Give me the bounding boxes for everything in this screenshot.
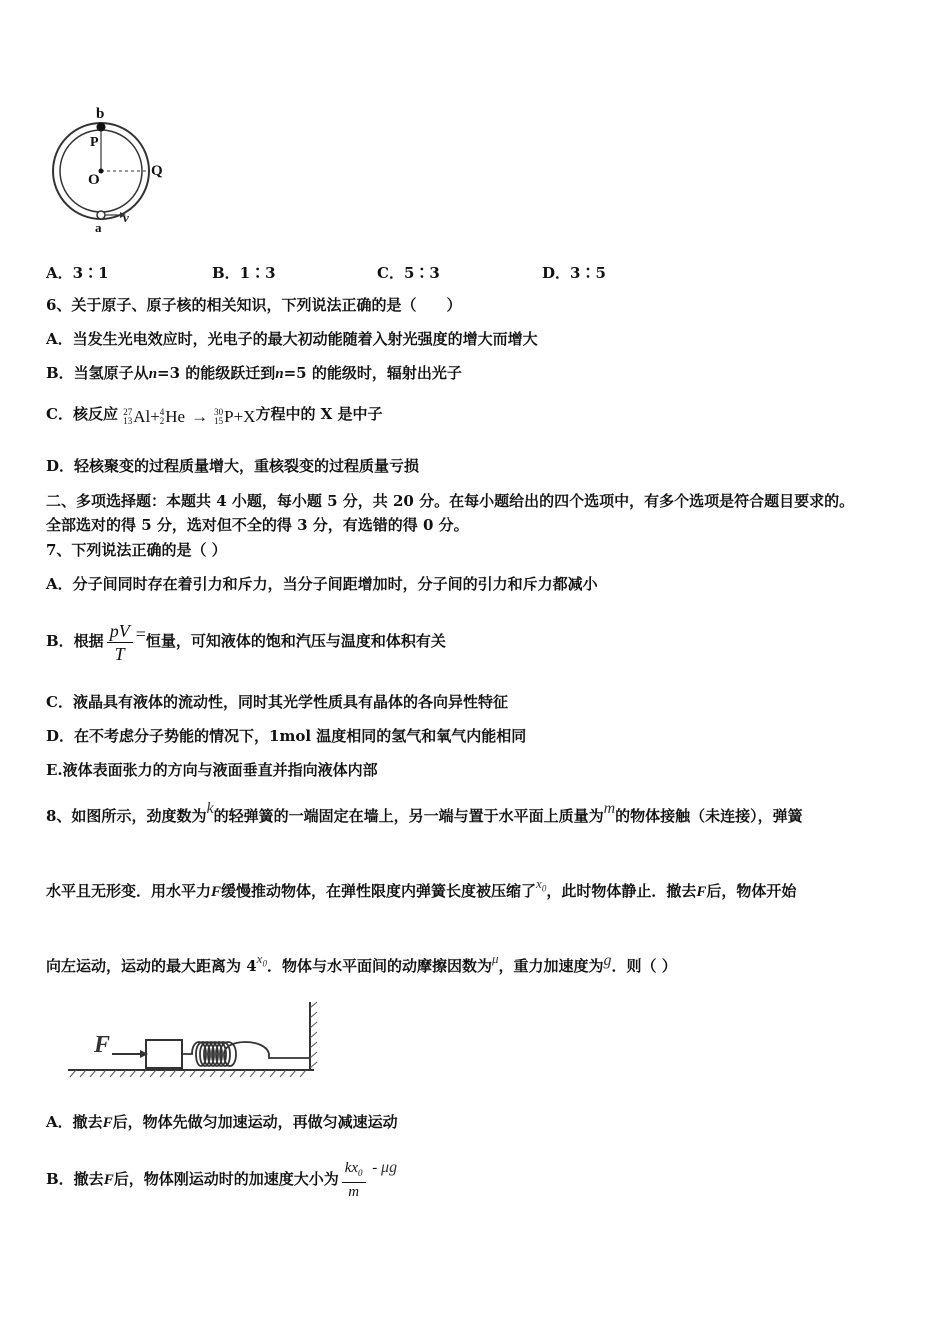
q6-b-n1: n — [148, 366, 158, 382]
spring-figure — [64, 1000, 326, 1080]
pv-over-t-fraction: $\frac{pV}{T}$ — [107, 620, 133, 665]
ball-b — [97, 123, 106, 132]
circle-figure — [48, 104, 178, 236]
label-p: P — [90, 135, 99, 150]
symbol-k: k — [206, 800, 214, 817]
symbol-x0-2: $x_0$ — [256, 951, 267, 969]
q7-option-e: E.液体表面张力的方向与液面垂直并指向液体内部 — [46, 761, 378, 779]
symbol-mu: μ — [491, 951, 499, 966]
q6-stem: 6、关于原子、原子核的相关知识，下列说法正确的是（ ） — [46, 296, 462, 314]
q6-b-n2: n — [275, 366, 284, 382]
q6-option-b — [46, 363, 462, 384]
q7-stem: 7、下列说法正确的是（ ） — [46, 541, 227, 559]
q5-option-d: D．3∶5 — [542, 264, 606, 282]
spring — [182, 1042, 310, 1066]
q8-option-b: B．撤去F后，物体刚运动时的加速度大小为 $\frac{kx_0}{m}$ - μg — [46, 1159, 398, 1200]
q7-option-b: B．根据 $\frac{pV}{T}$ =恒量，可知液体的饱和汽压与温度和体积有关 — [46, 620, 446, 664]
nuclear-equation: 27 13 Al + 4 2 He → 30 15 P +X — [123, 407, 256, 426]
label-v: v — [123, 210, 129, 225]
q8-option-a: A．撤去F后，物体先做匀加速运动，再做匀减速运动 — [46, 1113, 398, 1131]
section2-line2: 全部选对的得 5 分，选对但不全的得 3 分，有选错的得 0 分。 — [46, 516, 469, 534]
q6-option-c — [46, 399, 383, 432]
label-o: O — [88, 172, 100, 188]
q8-line2: 水平且无形变．用水平力F缓慢推动物体，在弹性限度内弹簧长度被压缩了$x_0$，此时物体静止．撤去F后，物体开始 — [46, 876, 797, 900]
q7-option-c: C．液晶具有液体的流动性，同时其光学性质具有晶体的各向异性特征 — [46, 693, 508, 711]
q7-option-d: D．在不考虑分子势能的情况下，1mol 温度相同的氢气和氧气内能相同 — [46, 727, 527, 745]
q7-b-pre: B．根据 — [46, 632, 104, 650]
label-a: a — [95, 220, 102, 235]
q6-c-pre: C．核反应 — [46, 405, 118, 423]
q7-b-post: 恒量，可知液体的饱和汽压与温度和体积有关 — [145, 632, 446, 650]
q6-b-mid: =3 的能级跃迁到 — [157, 364, 276, 382]
q6-option-a: A．当发生光电效应时，光电子的最大初动能随着入射光强度的增大而增大 — [46, 330, 538, 348]
symbol-x0: $x_0$ — [536, 876, 547, 894]
section2-line1: 二、多项选择题：本题共 4 小题，每小题 5 分，共 20 分。在每小题给出的四个选项中，有多个选项是符合题目要求的。 — [46, 492, 855, 510]
q5-option-a: A．3∶1 — [46, 264, 109, 282]
q6-c-post: 方程中的 X 是中子 — [255, 405, 383, 423]
symbol-g: g — [603, 952, 612, 969]
label-b: b — [96, 106, 105, 122]
q7-option-a: A．分子间同时存在着引力和斥力，当分子间距增加时，分子间的引力和斥力都减小 — [46, 575, 598, 593]
mu-g: μg — [381, 1159, 398, 1176]
q5-option-c: C．5∶3 — [377, 264, 440, 282]
q6-option-d: D．轻核聚变的过程质量增大，重核裂变的过程质量亏损 — [46, 457, 420, 475]
q8-line1: 8、如图所示，劲度数为k的轻弹簧的一端固定在墙上，另一端与置于水平面上质量为m的物体接触（未连接），弹簧 — [46, 800, 803, 825]
force-label: F — [94, 1032, 111, 1058]
q6-b-post: =5 的能级时，辐射出光子 — [283, 364, 462, 382]
kx0-over-m-fraction: $\frac{kx_0}{m}$ — [342, 1159, 366, 1201]
symbol-m: m — [603, 800, 616, 817]
ball-a — [97, 211, 105, 219]
q8-line3: 向左运动，运动的最大距离为 $4x_0$．物体与水平面间的动摩擦因数为μ，重力加速度为g．则（ ） — [46, 951, 677, 975]
q5-option-b: B．1∶3 — [212, 264, 276, 282]
block — [146, 1040, 182, 1068]
q6-b-pre: B．当氢原子从 — [46, 364, 149, 382]
label-q: Q — [151, 163, 163, 179]
